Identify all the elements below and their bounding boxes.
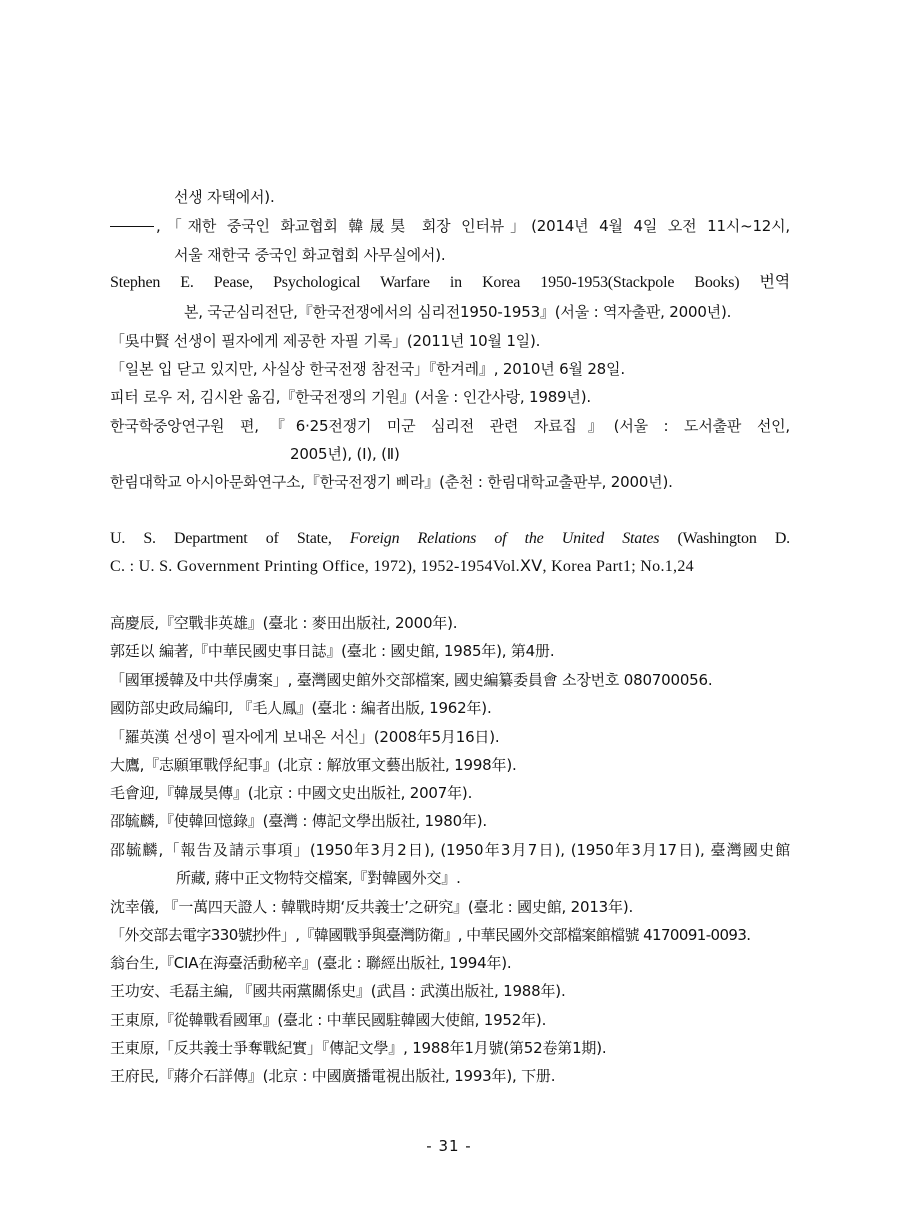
reference-entry: 國防部史政局編印, 『毛人鳳』(臺北 : 編者出版, 1962年). — [110, 699, 492, 717]
reference-entry: 王府民,『蔣介石詳傳』(北京 : 中國廣播電視出版社, 1993年), 下册. — [110, 1067, 556, 1085]
page-number: - 31 - — [426, 1137, 472, 1155]
reference-entry: 毛會迎,『韓晟昊傳』(北京 : 中國文史出版社, 2007年). — [110, 784, 473, 802]
reference-continuation: 2005년), (Ⅰ), (Ⅱ) — [290, 445, 400, 463]
reference-entry: 翁台生,『CIA在海臺活動秘辛』(臺北 : 聯經出版社, 1994年). — [110, 954, 512, 972]
reference-title-italic: Foreign Relations of the United States — [349, 530, 660, 547]
reference-entry: 「國軍援韓及中共俘虜案」, 臺灣國史館外交部檔案, 國史編纂委員會 소장번호 080700056. — [110, 671, 713, 689]
reference-entry: Stephen E. Pease, Psychological Warfare in Korea 1950-1953(Stackpole Books) 번역 — [110, 274, 790, 291]
reference-entry: 한림대학교 아시아문화연구소,『한국전쟁기 삐라』(춘천 : 한림대학교출판부, 2000년). — [110, 473, 673, 491]
reference-entry: 「吳中賢 선생이 필자에게 제공한 자필 기록」(2011년 10월 1일). — [110, 332, 541, 350]
reference-entry: 王功安、毛磊主編, 『國共兩黨關係史』(武昌 : 武漢出版社, 1988年). — [110, 982, 566, 1000]
reference-entry: 「일본 입 닫고 있지만, 사실상 한국전쟁 참전국」『한겨레』, 2010년 6월 28일. — [110, 360, 625, 378]
reference-entry: 王東原,「反共義士爭奪戰紀實」『傳記文學』, 1988年1月號(第52卷第1期). — [110, 1039, 607, 1057]
reference-text: (Washington D. — [659, 530, 790, 547]
reference-entry: 「羅英漢 선생이 필자에게 보내온 서신」(2008年5月16日). — [110, 728, 500, 746]
reference-continuation: 선생 자택에서). — [174, 188, 275, 206]
reference-entry: 한국학중앙연구원 편,『6·25전쟁기 미군 심리전 관련 자료집』(서울 : 도서출판 선인, — [110, 417, 790, 435]
reference-text: U. S. Department of State, — [110, 530, 350, 547]
reference-continuation: 본, 국군심리전단,『한국전쟁에서의 심리전1950-1953』(서울 : 역자출판, 2000년). — [184, 303, 732, 321]
reference-entry: 大鷹,『志願軍戰俘紀事』(北京 : 解放軍文藝出版社, 1998年). — [110, 756, 517, 774]
reference-continuation: C. : U. S. Government Printing Office, 1972), 1952-1954Vol.ⅩⅤ, Korea Part1; No.1,24 — [110, 558, 694, 575]
reference-entry — [110, 216, 790, 236]
repeat-author-rule — [110, 226, 154, 227]
reference-continuation: 서울 재한국 중국인 화교협회 사무실에서). — [174, 246, 446, 264]
reference-entry: 郭廷以 編著,『中華民國史事日誌』(臺北 : 國史館, 1985年), 第4册. — [110, 642, 555, 660]
reference-entry: 高慶辰,『空戰非英雄』(臺北 : 麥田出版社, 2000年). — [110, 614, 458, 632]
reference-entry: 피터 로우 저, 김시완 옮김,『한국전쟁의 기원』(서울 : 인간사랑, 1989년). — [110, 388, 591, 406]
reference-entry — [110, 529, 790, 549]
reference-entry: 邵毓麟,「報告及請示事項」(1950年3月2日), (1950年3月7日), (1950年3月17日), 臺灣國史館 — [110, 841, 790, 859]
reference-entry: 沈幸儀, 『一萬四天證人 : 韓戰時期‘反共義士’之研究』(臺北 : 國史館, 2013年). — [110, 898, 634, 916]
reference-entry: 王東原,『從韓戰看國軍』(臺北 : 中華民國駐韓國大使館, 1952年). — [110, 1011, 547, 1029]
reference-text: ,「재한 중국인 화교협회 韓晟昊 회장 인터뷰」(2014년 4월 4일 오전 11시~12시, — [156, 217, 790, 235]
reference-continuation: 所藏, 蔣中正文物特交檔案,『對韓國外交』. — [176, 869, 461, 887]
reference-entry: 「外交部去電字330號抄件」,『韓國戰爭與臺灣防衛』, 中華民國外交部檔案館檔號 4170091-0093. — [110, 926, 751, 944]
reference-entry: 邵毓麟,『使韓回憶錄』(臺灣 : 傳記文學出版社, 1980年). — [110, 812, 487, 830]
